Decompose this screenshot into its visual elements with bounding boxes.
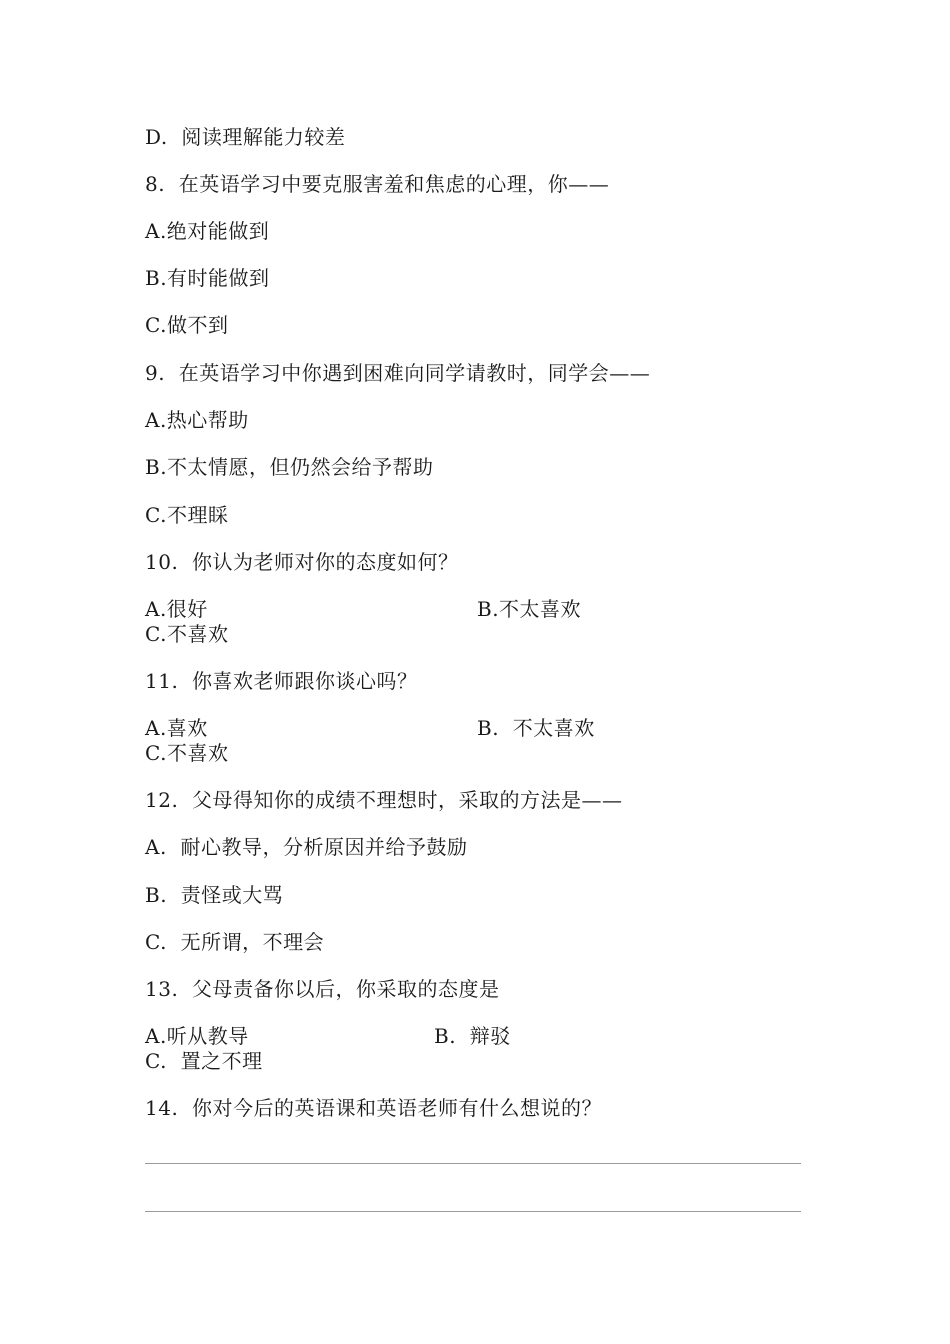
question-11: 11. 你喜欢老师跟你谈心吗？ [145,669,418,693]
question-8: 8. 在英语学习中要克服害羞和焦虑的心理，你—— [145,172,610,196]
option-11b: B. 不太喜欢 [477,716,595,740]
question-13: 13. 父母责备你以后，你采取的态度是 [145,977,500,1001]
option-10b: B.不太喜欢 [477,597,582,621]
option-7d: D. 阅读理解能力较差 [145,125,346,149]
question-14: 14. 你对今后的英语课和英语老师有什么想说的？ [145,1096,603,1120]
option-8c: C.做不到 [145,313,229,337]
option-13b: B. 辩驳 [434,1024,511,1048]
option-8a: A.绝对能做到 [145,219,270,243]
option-9b: B.不太情愿，但仍然会给予帮助 [145,455,434,479]
option-9a: A.热心帮助 [145,408,249,432]
question-12: 12. 父母得知你的成绩不理想时，采取的方法是—— [145,788,623,812]
option-12c: C. 无所谓，不理会 [145,930,325,954]
option-8b: B.有时能做到 [145,266,270,290]
option-12b: B. 责怪或大骂 [145,883,284,907]
option-10a: A.很好 [145,597,208,621]
option-12a: A. 耐心教导，分析原因并给予鼓励 [145,835,468,859]
option-13a: A.听从教导 [145,1024,249,1048]
answer-line-1[interactable] [145,1163,801,1164]
answer-line-2[interactable] [145,1211,801,1212]
option-9c: C.不理睬 [145,503,229,527]
question-10: 10. 你认为老师对你的态度如何？ [145,550,459,574]
option-13c: C. 置之不理 [145,1049,263,1073]
option-11a: A.喜欢 [145,716,208,740]
option-10c: C.不喜欢 [145,622,229,646]
option-11c: C.不喜欢 [145,741,229,765]
question-9: 9. 在英语学习中你遇到困难向同学请教时，同学会—— [145,361,651,385]
